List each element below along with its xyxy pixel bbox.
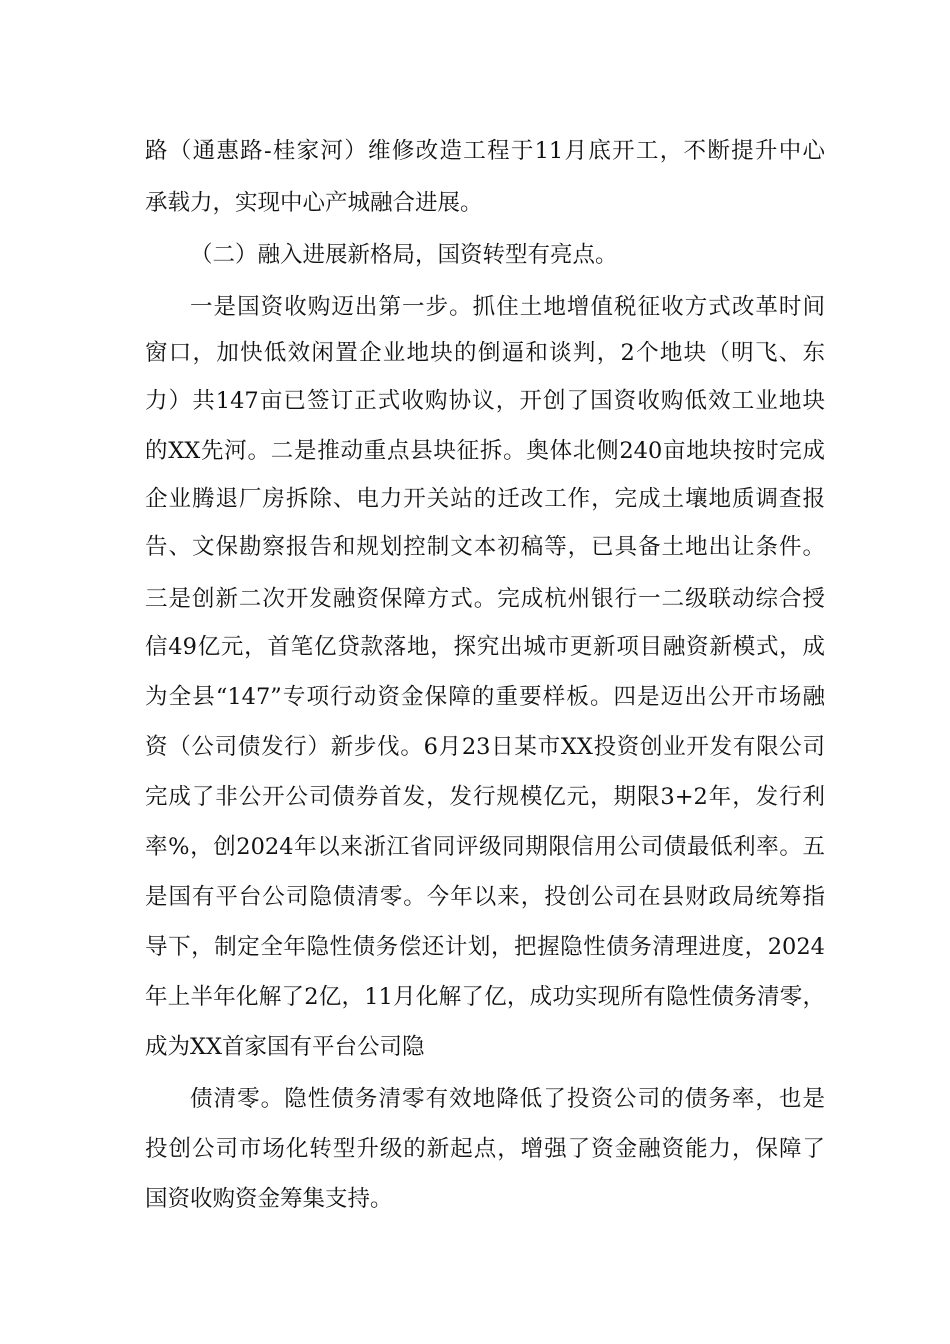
text-line: 企业腾退厂房拆除、电力开关站的迁改工作，完成土壤地质调查报: [145, 486, 825, 512]
text-line: 力）共147亩已签订正式收购协议，开创了国资收购低效工业地块: [145, 388, 825, 414]
text-line: 为全县“147”专项行动资金保障的重要样板。四是迈出公开市场融: [145, 684, 825, 710]
text-line: 的XX先河。二是推动重点县块征拆。奥体北侧240亩地块按时完成: [145, 438, 825, 464]
text-line: 债清零。隐性债务清零有效地降低了投资公司的债务率，也是: [190, 1086, 825, 1112]
text-line: 导下，制定全年隐性债务偿还计划，把握隐性债务清理进度，2024: [145, 934, 825, 960]
section-heading: （二）融入进展新格局，国资转型有亮点。: [190, 242, 618, 268]
text-line: 信49亿元，首笔亿贷款落地，探究出城市更新项目融资新模式，成: [145, 634, 825, 660]
text-line: 路（通惠路-桂家河）维修改造工程于11月底开工，不断提升中心: [145, 138, 825, 164]
text-line: 率%，创2024年以来浙江省同评级同期限信用公司债最低利率。五: [145, 834, 825, 860]
text-line: 是国有平台公司隐债清零。今年以来，投创公司在县财政局统筹指: [145, 884, 825, 910]
text-line: 资（公司债发行）新步伐。6月23日某市XX投资创业开发有限公司: [145, 734, 825, 760]
text-line: 三是创新二次开发融资保障方式。完成杭州银行一二级联动综合授: [145, 586, 825, 612]
text-line: 成为XX首家国有平台公司隐: [145, 1034, 425, 1060]
text-line: 窗口，加快低效闲置企业地块的倒逼和谈判，2个地块（明飞、东: [145, 340, 825, 366]
text-line: 投创公司市场化转型升级的新起点，增强了资金融资能力，保障了: [145, 1136, 825, 1162]
text-line: 完成了非公开公司债券首发，发行规模亿元，期限3+2年，发行利: [145, 784, 825, 810]
text-line: 国资收购资金筹集支持。: [145, 1186, 393, 1212]
text-line: 一是国资收购迈出第一步。抓住土地增值税征收方式改革时间: [190, 294, 825, 320]
text-line: 年上半年化解了2亿，11月化解了亿，成功实现所有隐性债务清零，: [145, 984, 825, 1010]
text-line: 承载力，实现中心产城融合进展。: [145, 190, 483, 216]
text-line: 告、文保勘察报告和规划控制文本初稿等，已具备土地出让条件。: [145, 534, 825, 560]
